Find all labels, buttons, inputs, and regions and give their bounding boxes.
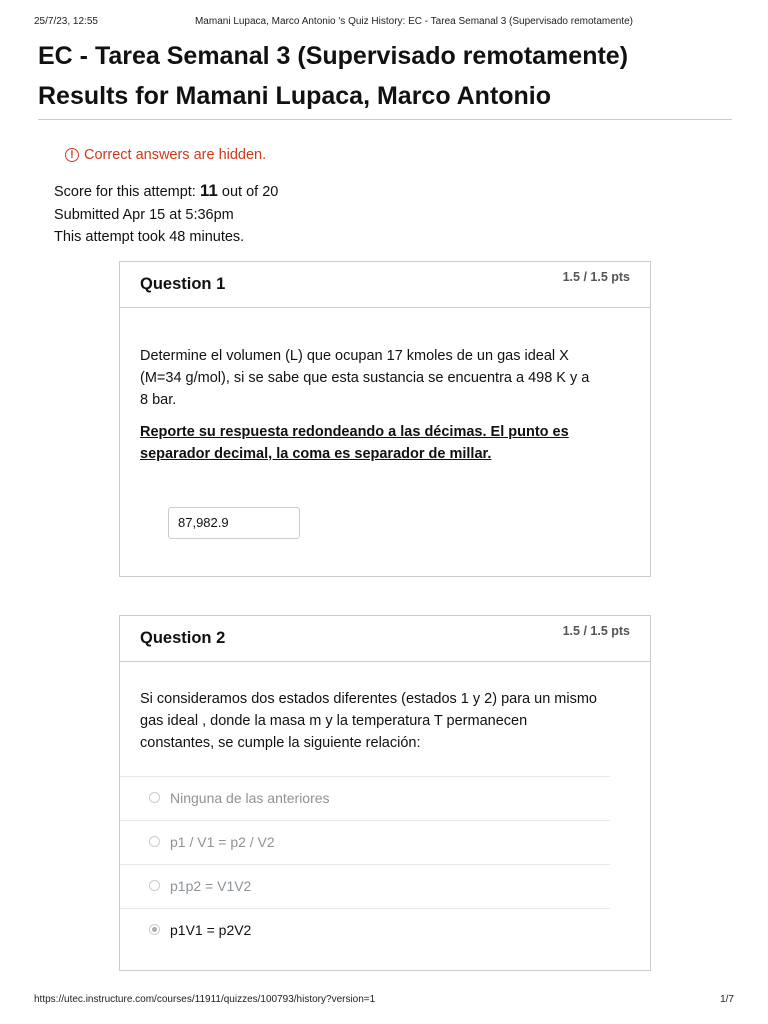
question-header (120, 616, 650, 662)
radio-button[interactable] (149, 880, 160, 891)
score-prefix: Score for this attempt: (54, 184, 196, 200)
question-instruction-line: separador decimal, la coma es separador de millar. (140, 446, 492, 462)
radio-button[interactable] (149, 836, 160, 847)
score-value: 11 (199, 181, 218, 200)
title-divider (38, 119, 732, 120)
question-name: Question 2 (140, 629, 226, 647)
print-url: https://utec.instructure.com/courses/11911/quizzes/100793/history?version=1 (34, 994, 376, 1005)
question-points: 1.5 / 1.5 pts (562, 624, 630, 638)
question-text-line: Si consideramos dos estados diferentes (estados 1 y 2) para un mismo (140, 691, 597, 707)
exclamation-circle-icon: ! (65, 148, 79, 162)
option-label: Ninguna de las anteriores (170, 790, 330, 806)
print-footer (34, 994, 734, 1008)
option-label: p1p2 = V1V2 (170, 878, 252, 894)
question-text-line: constantes, se cumple la siguiente relación: (140, 735, 421, 751)
question-card (119, 615, 651, 971)
radio-button[interactable] (149, 792, 160, 803)
hidden-answers-alert (65, 147, 266, 163)
question-text-line: Determine el volumen (L) que ocupan 17 kmoles de un gas ideal X (140, 348, 569, 364)
answer-option[interactable] (120, 776, 610, 820)
answer-option[interactable] (120, 820, 610, 864)
results-subtitle: Results for Mamani Lupaca, Marco Antonio (38, 82, 552, 110)
alert-text: Correct answers are hidden. (84, 147, 267, 163)
question-card (119, 261, 651, 577)
question-header (120, 262, 650, 308)
question-body (120, 662, 650, 970)
question-points: 1.5 / 1.5 pts (562, 270, 630, 284)
answer-field[interactable]: 87,982.9 (168, 507, 300, 539)
radio-button-selected[interactable] (149, 924, 160, 935)
option-label: p1V1 = p2V2 (170, 922, 252, 938)
attempt-duration: This attempt took 48 minutes. (54, 229, 245, 245)
answer-option[interactable] (120, 864, 610, 908)
print-page-title: Mamani Lupaca, Marco Antonio 's Quiz History: EC - Tarea Semanal 3 (Supervisado remotamente) (194, 16, 634, 27)
print-timestamp: 25/7/23, 12:55 (34, 16, 98, 27)
print-header (34, 16, 734, 30)
question-text-line: (M=34 g/mol), si se sabe que esta sustancia se encuentra a 498 K y a (140, 370, 590, 386)
option-label: p1 / V1 = p2 / V2 (170, 834, 275, 850)
question-text-line: gas ideal , donde la masa m y la temperatura T permanecen (140, 713, 528, 729)
submitted-date: Submitted Apr 15 at 5:36pm (54, 207, 234, 223)
page-title (38, 36, 738, 116)
question-instruction-line: Reporte su respuesta redondeando a las décimas. El punto es (140, 424, 569, 440)
attempt-score (54, 181, 278, 201)
score-suffix: out of 20 (221, 184, 279, 200)
answer-option-selected[interactable] (120, 908, 610, 952)
question-name: Question 1 (140, 275, 226, 293)
quiz-title: EC - Tarea Semanal 3 (Supervisado remotamente) (38, 42, 629, 70)
question-body (120, 308, 650, 530)
print-page-number: 1/7 (720, 994, 734, 1005)
question-text-line: 8 bar. (140, 392, 177, 408)
